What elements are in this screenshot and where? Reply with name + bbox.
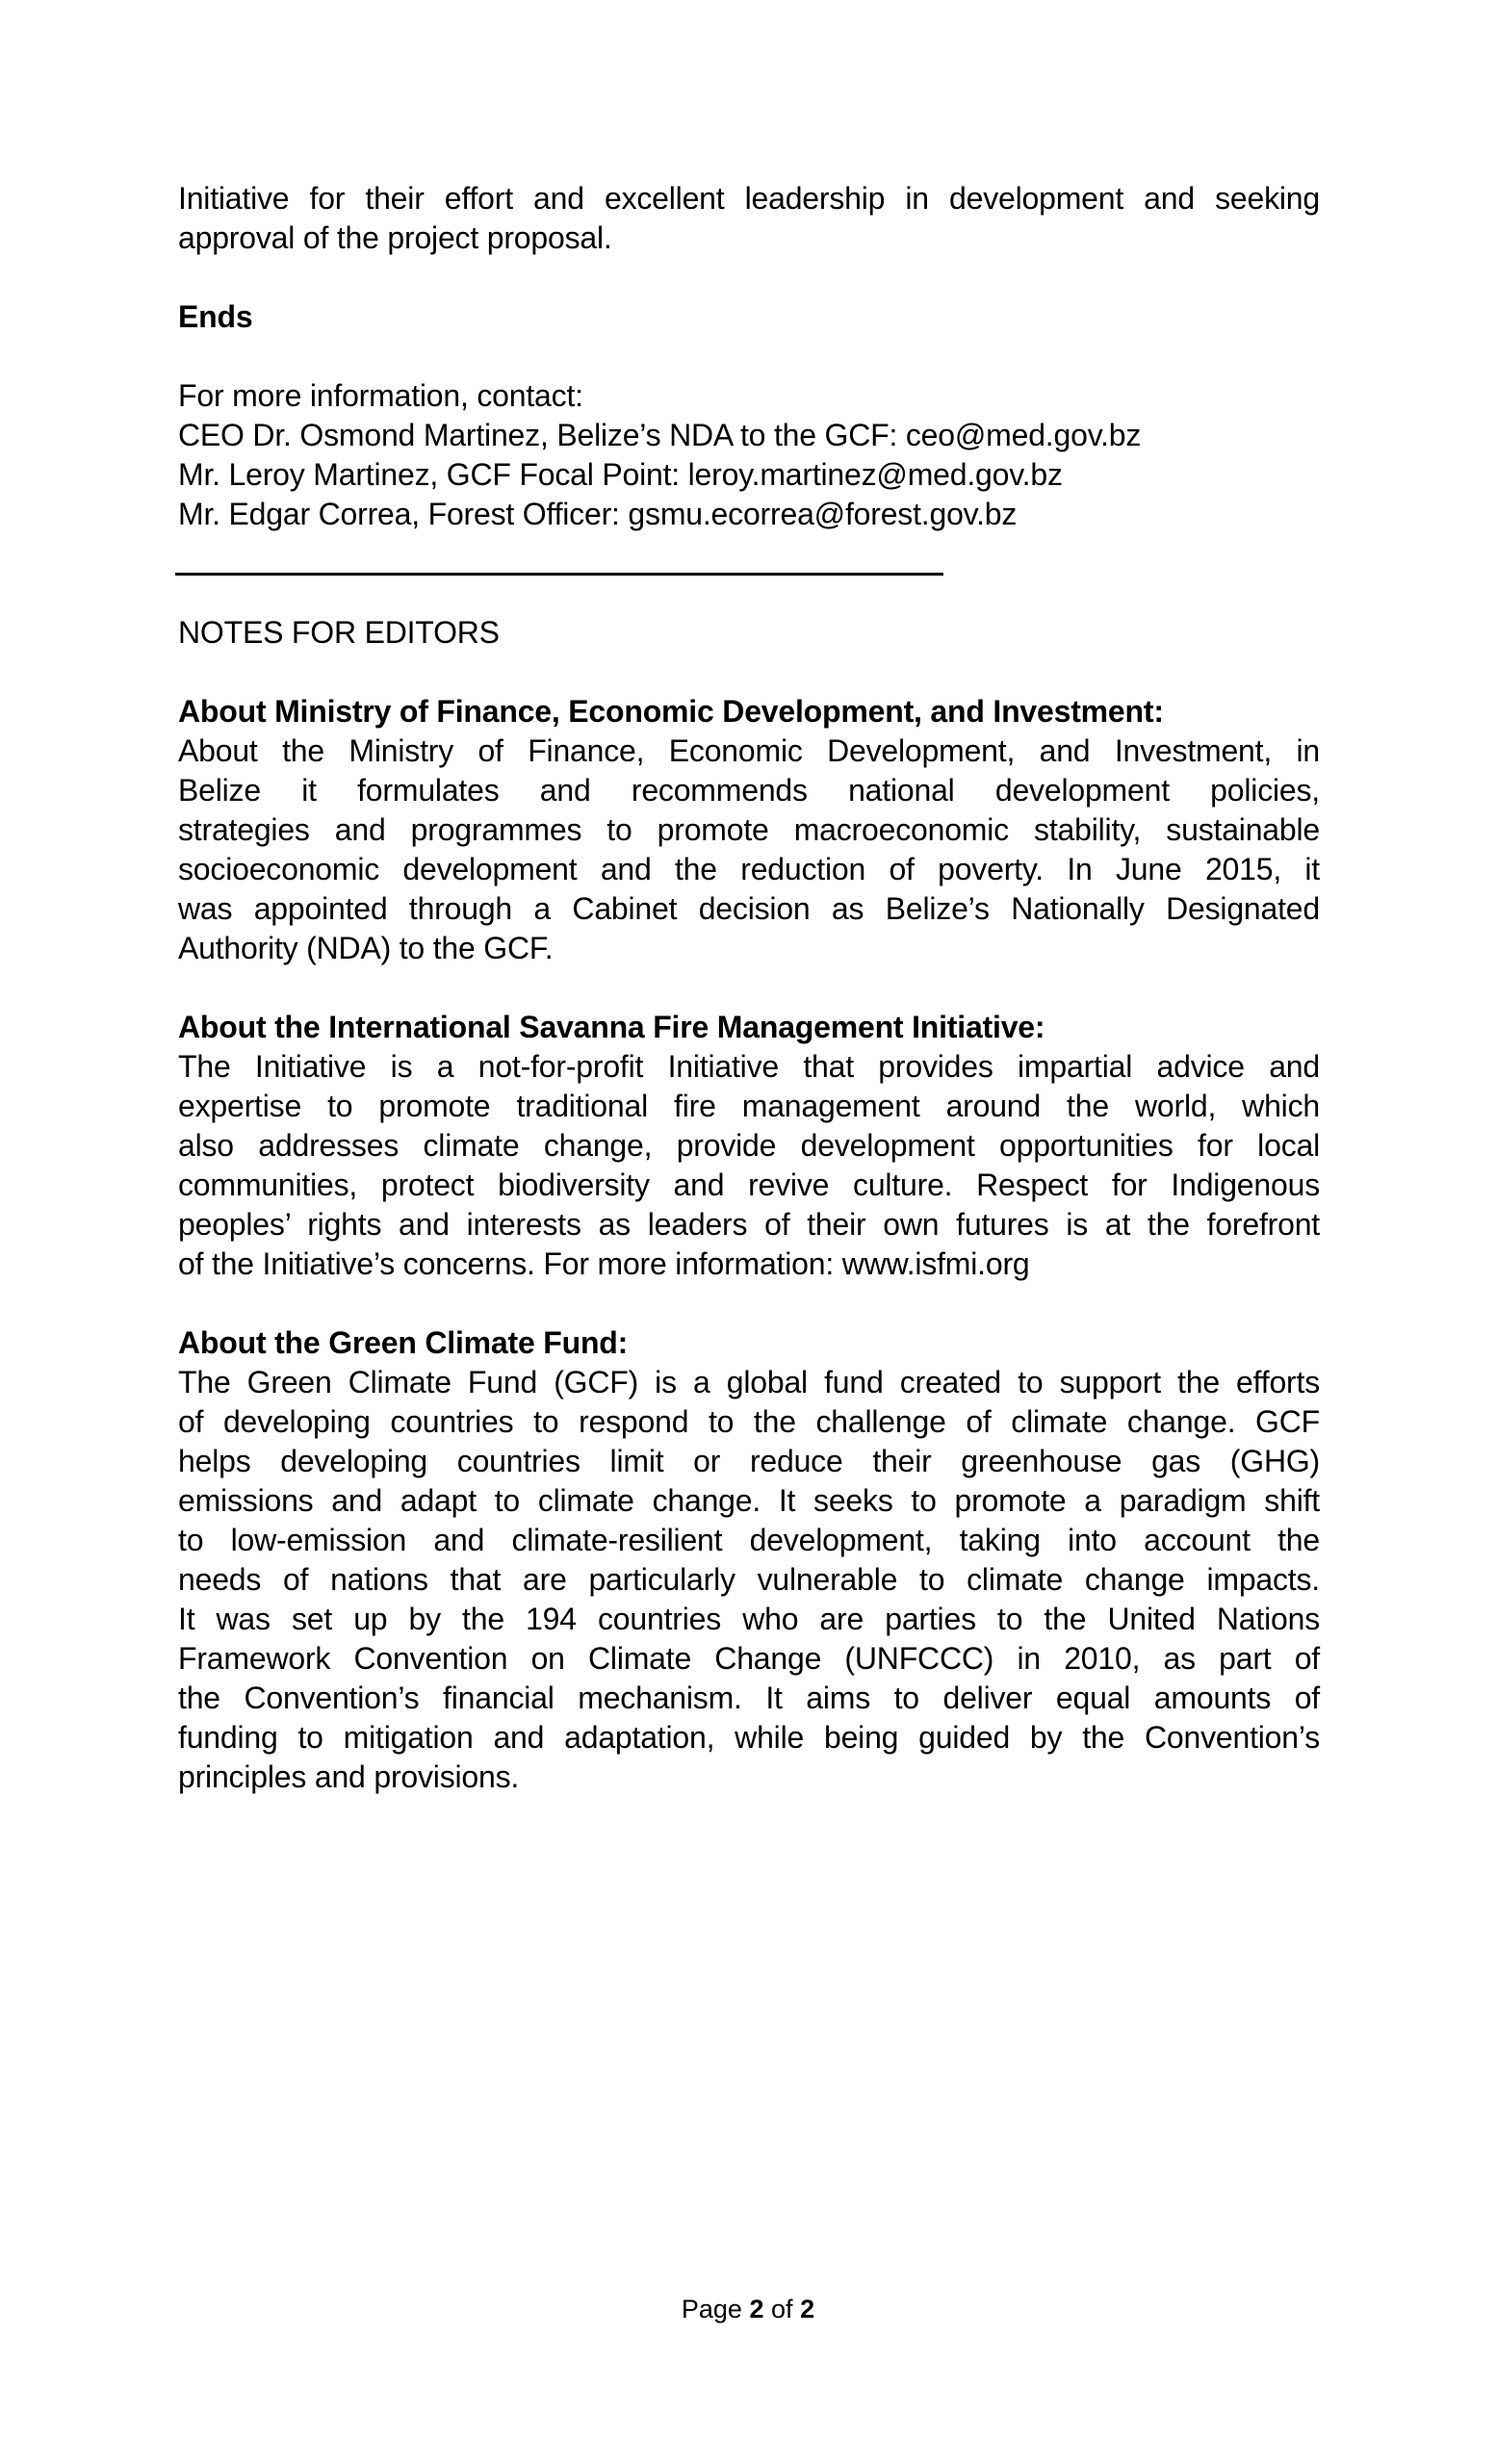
page-footer [0, 2294, 1496, 2324]
section-line: Belize it formulates and recommends national development policies, [178, 773, 1320, 808]
section-line: to low-emission and climate-resilient development, taking into account the [178, 1523, 1320, 1557]
contact-person: Mr. Leroy Martinez, GCF Focal Point: leroy.martinez@med.gov.bz [178, 457, 1063, 492]
section-line: Framework Convention on Climate Change (UNFCCC) in 2010, as part of [178, 1641, 1320, 1676]
section-line: The Green Climate Fund (GCF) is a global fund created to support the efforts [178, 1365, 1320, 1399]
spacer [178, 968, 1320, 1008]
section-heading: About Ministry of Finance, Economic Development, and Investment: [178, 694, 1164, 729]
section-heading: About the Green Climate Fund: [178, 1325, 629, 1360]
section-line: also addresses climate change, provide development opportunities for local [178, 1128, 1320, 1163]
intro-line: approval of the project proposal. [178, 220, 612, 255]
notes-title: NOTES FOR EDITORS [178, 615, 500, 650]
section-line: was appointed through a Cabinet decision as Belize’s Nationally Designated [178, 891, 1320, 926]
section-line: communities, protect biodiversity and revive culture. Respect for Indigenous [178, 1168, 1320, 1202]
section-line: funding to mitigation and adaptation, while being guided by the Convention’s [178, 1720, 1320, 1755]
contact-intro: For more information, contact: [178, 378, 583, 413]
section-line: socioeconomic development and the reduction of poverty. In June 2015, it [178, 852, 1320, 886]
section-line: Authority (NDA) to the GCF. [178, 931, 554, 965]
contact-block [178, 376, 1320, 534]
section-gcf [178, 1323, 1320, 1797]
intro-line: Initiative for their effort and excellent leadership in development and seeking [178, 181, 1320, 216]
contact-person: CEO Dr. Osmond Martinez, Belize’s NDA to the GCF: ceo@med.gov.bz [178, 418, 1142, 452]
text-column [178, 179, 1320, 1797]
current-page-number: 2 [749, 2295, 764, 2323]
horizontal-rule [175, 573, 943, 576]
section-isfmi [178, 1008, 1320, 1284]
ends-label: Ends [178, 299, 253, 334]
section-line: of the Initiative’s concerns. For more information: www.isfmi.org [178, 1246, 1030, 1281]
page-separator: of [771, 2295, 793, 2323]
spacer [178, 258, 1320, 297]
total-pages-number: 2 [800, 2295, 815, 2323]
section-line: the Convention’s financial mechanism. It aims to deliver equal amounts of [178, 1681, 1320, 1715]
section-line: of developing countries to respond to the challenge of climate change. GCF [178, 1404, 1320, 1439]
page-label: Page [681, 2295, 742, 2323]
spacer [178, 1284, 1320, 1323]
section-line: About the Ministry of Finance, Economic Development, and Investment, in [178, 733, 1320, 768]
section-line: emissions and adapt to climate change. It seeks to promote a paradigm shift [178, 1483, 1320, 1518]
section-ministry [178, 692, 1320, 968]
spacer [178, 653, 1320, 692]
section-line: principles and provisions. [178, 1759, 520, 1794]
section-line: expertise to promote traditional fire management around the world, which [178, 1089, 1320, 1123]
contact-person: Mr. Edgar Correa, Forest Officer: gsmu.ecorrea@forest.gov.bz [178, 497, 1018, 531]
separator-row [178, 534, 1320, 613]
spacer [178, 337, 1320, 376]
section-line: helps developing countries limit or reduce their greenhouse gas (GHG) [178, 1444, 1320, 1478]
section-heading: About the International Savanna Fire Management Initiative: [178, 1010, 1045, 1044]
section-line: The Initiative is a not-for-profit Initiative that provides impartial advice and [178, 1049, 1320, 1084]
section-line: peoples’ rights and interests as leaders of their own futures is at the forefront [178, 1207, 1320, 1242]
section-line: strategies and programmes to promote macroeconomic stability, sustainable [178, 812, 1320, 847]
section-line: It was set up by the 194 countries who are parties to the United Nations [178, 1602, 1320, 1636]
section-line: needs of nations that are particularly vulnerable to climate change impacts. [178, 1562, 1320, 1597]
